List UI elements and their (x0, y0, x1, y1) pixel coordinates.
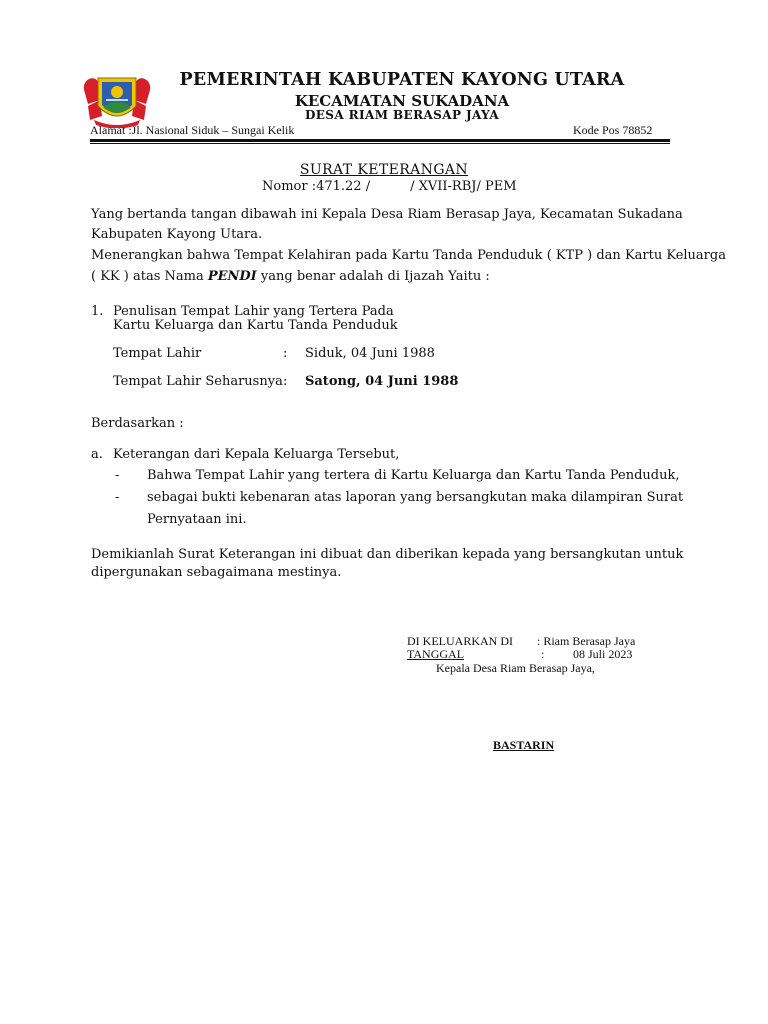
correct-birthplace-colon: : (283, 374, 288, 389)
signatory-position: Kepala Desa Riam Berasap Jaya, (436, 661, 595, 675)
bullet-1-mark: - (115, 468, 120, 483)
document-title: SURAT KETERANGAN (299, 162, 469, 178)
intro-line-1: Yang bertanda tangan dibawah ini Kepala Desa Riam Berasap Jaya, Kecamatan Sukadana (91, 207, 683, 222)
issue-date-colon: : (541, 647, 545, 661)
birthplace-value: Siduk, 04 Juni 1988 (305, 346, 435, 361)
intro-line-3: Menerangkan bahwa Tempat Kelahiran pada Kartu Tanda Penduduk ( KTP ) dan Kartu Keluarga (91, 248, 726, 263)
document-number-prefix: Nomor :471.22 / (262, 179, 371, 194)
document-number (262, 179, 517, 194)
bullet-2-mark: - (115, 490, 120, 505)
letterhead-regency: PEMERINTAH KABUPATEN KAYONG UTARA (179, 70, 625, 90)
letterhead-district: KECAMATAN SUKADANA (294, 92, 510, 110)
correct-birthplace-label: Tempat Lahir Seharusnya (113, 374, 283, 389)
subject-name: PENDI (207, 269, 257, 284)
bullet-1-text: Bahwa Tempat Lahir yang tertera di Kartu Keluarga dan Kartu Tanda Penduduk, (147, 468, 680, 483)
basis-heading: Berdasarkan : (91, 416, 184, 431)
closing-line-2: dipergunakan sebagaimana mestinya. (91, 565, 342, 580)
intro-text-after-name: yang benar adalah di Ijazah Yaitu : (256, 269, 490, 284)
intro-text-before-name: ( KK ) atas Nama (91, 269, 208, 284)
letterhead-rule-thin (90, 143, 670, 144)
bullet-2-line-1: sebagai bukti kebenaran atas laporan yang bersangkutan maka dilampiran Surat (147, 490, 684, 505)
intro-line-4 (91, 269, 490, 284)
item-1-line-2: Kartu Keluarga dan Kartu Tanda Penduduk (113, 318, 398, 333)
signatory-name: BASTARIN (493, 738, 555, 752)
correct-birthplace-value: Satong, 04 Juni 1988 (305, 374, 459, 389)
letterhead-postal-code: Kode Pos 78852 (573, 123, 653, 137)
letterhead-village: DESA RIAM BERASAP JAYA (304, 108, 500, 122)
letterhead-rule-thick (90, 139, 670, 142)
basis-a-label: a. (91, 447, 103, 462)
closing-line-1: Demikianlah Surat Keterangan ini dibuat dan diberikan kepada yang bersangkutan untuk (91, 547, 684, 562)
issued-at-label: DI KELUARKAN DI (407, 634, 513, 648)
item-1-number: 1. (91, 304, 104, 319)
issue-date-row (407, 647, 649, 662)
item-1-line-1: Penulisan Tempat Lahir yang Tertera Pada (113, 304, 394, 319)
issue-date-value: 08 Juli 2023 (573, 647, 633, 661)
issue-date-label: TANGGAL (407, 647, 465, 661)
basis-a-text: Keterangan dari Kepala Keluarga Tersebut, (113, 447, 400, 462)
letterhead-address: Alamat :Jl. Nasional Siduk – Sungai Kelik (90, 123, 295, 137)
intro-line-2: Kabupaten Kayong Utara. (91, 227, 263, 242)
birthplace-colon: : (283, 346, 288, 361)
bullet-2-line-2: Pernyataan ini. (147, 512, 247, 527)
birthplace-label: Tempat Lahir (113, 346, 202, 361)
issued-at-value: : Riam Berasap Jaya (537, 634, 636, 648)
document-number-suffix: / XVII-RBJ/ PEM (410, 179, 517, 194)
